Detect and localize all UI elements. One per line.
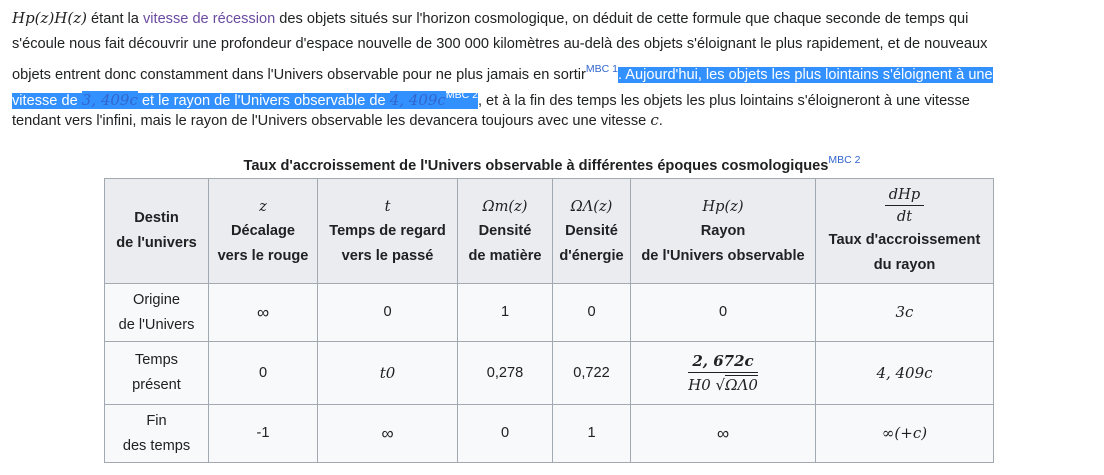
row-label bbox=[105, 342, 209, 405]
table-header-row bbox=[105, 179, 994, 284]
paragraph-line-2: s'écoule nous fait découvrir une profondeur d'espace nouvelle de 300 000 kilomètres au-delà des objets s'éloignant le plus rapidement, et de nouveaux bbox=[12, 35, 988, 52]
header-line: de matière bbox=[468, 247, 542, 264]
header-line: Temps de regard bbox=[329, 222, 446, 239]
header-line: Taux d'accroissement bbox=[828, 231, 981, 248]
symbol-dhp-dt bbox=[885, 185, 924, 228]
cell-t: ∞ bbox=[318, 405, 458, 463]
row-label bbox=[105, 405, 209, 463]
cell-omega-lambda: 0 bbox=[553, 284, 631, 342]
text-fragment: objets entrent donc constamment dans l'Univers observable pour ne plus jamais en sortir bbox=[12, 67, 586, 83]
table-caption bbox=[0, 154, 1104, 174]
citation-link-mbc1[interactable]: MBC 1 bbox=[585, 63, 618, 75]
header-line: d'énergie bbox=[559, 247, 624, 264]
omega-lambda0-symbol: ΩΛ0 bbox=[725, 375, 758, 394]
cell-z: -1 bbox=[209, 405, 318, 463]
paragraph-line-5 bbox=[12, 108, 1097, 134]
text-fragment: des objets situés sur l'horizon cosmologique, on déduit de cette formule que chaque seconde de temps qui bbox=[275, 11, 969, 27]
paragraph-line-1 bbox=[12, 6, 1097, 32]
h0-symbol: H0 bbox=[688, 375, 711, 394]
header-line: Rayon bbox=[700, 222, 746, 239]
header-line: de l'univers bbox=[116, 235, 197, 251]
row-label bbox=[105, 284, 209, 342]
cell-hp bbox=[631, 342, 816, 405]
header-line: Destin bbox=[134, 210, 179, 226]
text-fragment: tendant vers l'infini, mais le rayon de l'Univers observable les devancera toujours avec une vitesse bbox=[12, 113, 651, 129]
row-label-line: présent bbox=[132, 377, 181, 393]
frac-numerator: dHp bbox=[885, 185, 924, 206]
link-vitesse-de-recession[interactable]: vitesse de récession bbox=[142, 11, 276, 27]
frac-denominator: H0 √ΩΛ0 bbox=[688, 375, 758, 394]
header-lookback bbox=[318, 179, 458, 284]
symbol-z: z bbox=[259, 197, 267, 215]
table-row bbox=[105, 284, 994, 342]
caption-text: Taux d'accroissement de l'Univers observable à différentes époques cosmologiques bbox=[243, 158, 829, 174]
symbol-omega-lambda: ΩΛ(z) bbox=[570, 197, 613, 215]
cell-omega-lambda: 1 bbox=[553, 405, 631, 463]
selected-text bbox=[12, 88, 478, 109]
citation-link-mbc2[interactable]: MBC 2 bbox=[445, 88, 478, 101]
header-line: vers le passé bbox=[341, 247, 434, 264]
row-label-line: des temps bbox=[122, 437, 191, 454]
row-label-line: Temps bbox=[135, 352, 178, 368]
row-label-line: de l'Univers bbox=[118, 316, 195, 333]
header-line: du rayon bbox=[873, 256, 936, 273]
header-line: Densité bbox=[565, 222, 618, 239]
cell-t: 0 bbox=[318, 284, 458, 342]
header-line: vers le rouge bbox=[217, 247, 309, 264]
cell-z: 0 bbox=[209, 342, 318, 405]
header-redshift bbox=[209, 179, 318, 284]
header-energy-density bbox=[553, 179, 631, 284]
cell-omega-lambda: 0,722 bbox=[553, 342, 631, 405]
table-row bbox=[105, 405, 994, 463]
math-hp-h: Hp(z)H(z) bbox=[12, 9, 87, 27]
frac-denominator: dt bbox=[896, 207, 913, 225]
symbol-hp: Hp(z) bbox=[702, 197, 744, 215]
cell-z: ∞ bbox=[209, 284, 318, 342]
row-label-line: Origine bbox=[132, 291, 181, 308]
math-velocity: 3, 409c bbox=[81, 90, 138, 109]
math-radius: 4, 409c bbox=[389, 90, 446, 109]
text-fragment: étant la bbox=[86, 11, 143, 27]
text-fragment: vitesse de bbox=[12, 92, 82, 109]
header-line: Densité bbox=[478, 222, 532, 239]
header-radius bbox=[631, 179, 816, 284]
article-paragraph bbox=[12, 6, 1097, 134]
cell-hp: ∞ bbox=[631, 405, 816, 463]
header-growth-rate bbox=[816, 179, 994, 284]
header-destin bbox=[105, 179, 209, 284]
header-line: Décalage bbox=[230, 222, 296, 239]
text-fragment: . bbox=[658, 113, 663, 129]
selected-text: . Aujourd'hui, les objets les plus lointains s'éloignent à une bbox=[617, 67, 993, 83]
header-line: de l'Univers observable bbox=[641, 247, 805, 264]
frac-numerator: 2, 672c bbox=[688, 350, 758, 373]
symbol-omega-m: Ωm(z) bbox=[482, 197, 528, 215]
cell-rate: ∞(+c) bbox=[816, 405, 994, 463]
cell-rate: 4, 409c bbox=[816, 342, 994, 405]
paragraph-line-3 bbox=[12, 57, 1097, 83]
cell-hp: 0 bbox=[631, 284, 816, 342]
cell-rate: 3c bbox=[816, 284, 994, 342]
text-fragment: , et à la fin des temps les objets les plus lointains s'éloigneront à une vitesse bbox=[477, 92, 970, 109]
symbol-t: t bbox=[384, 197, 391, 215]
cell-t: t0 bbox=[318, 342, 458, 405]
citation-link-mbc2-caption[interactable]: MBC 2 bbox=[828, 154, 861, 166]
text-fragment: et le rayon de l'Univers observable de bbox=[137, 92, 390, 109]
header-matter-density bbox=[458, 179, 553, 284]
cosmology-table bbox=[104, 178, 994, 463]
cell-omega-m: 0,278 bbox=[458, 342, 553, 405]
table-row bbox=[105, 342, 994, 405]
math-c: c bbox=[650, 111, 659, 129]
paragraph-line-4 bbox=[12, 83, 1097, 109]
cell-omega-m: 0 bbox=[458, 405, 553, 463]
hp-fraction bbox=[688, 350, 758, 397]
cell-omega-m: 1 bbox=[458, 284, 553, 342]
row-label-line: Fin bbox=[146, 412, 167, 429]
